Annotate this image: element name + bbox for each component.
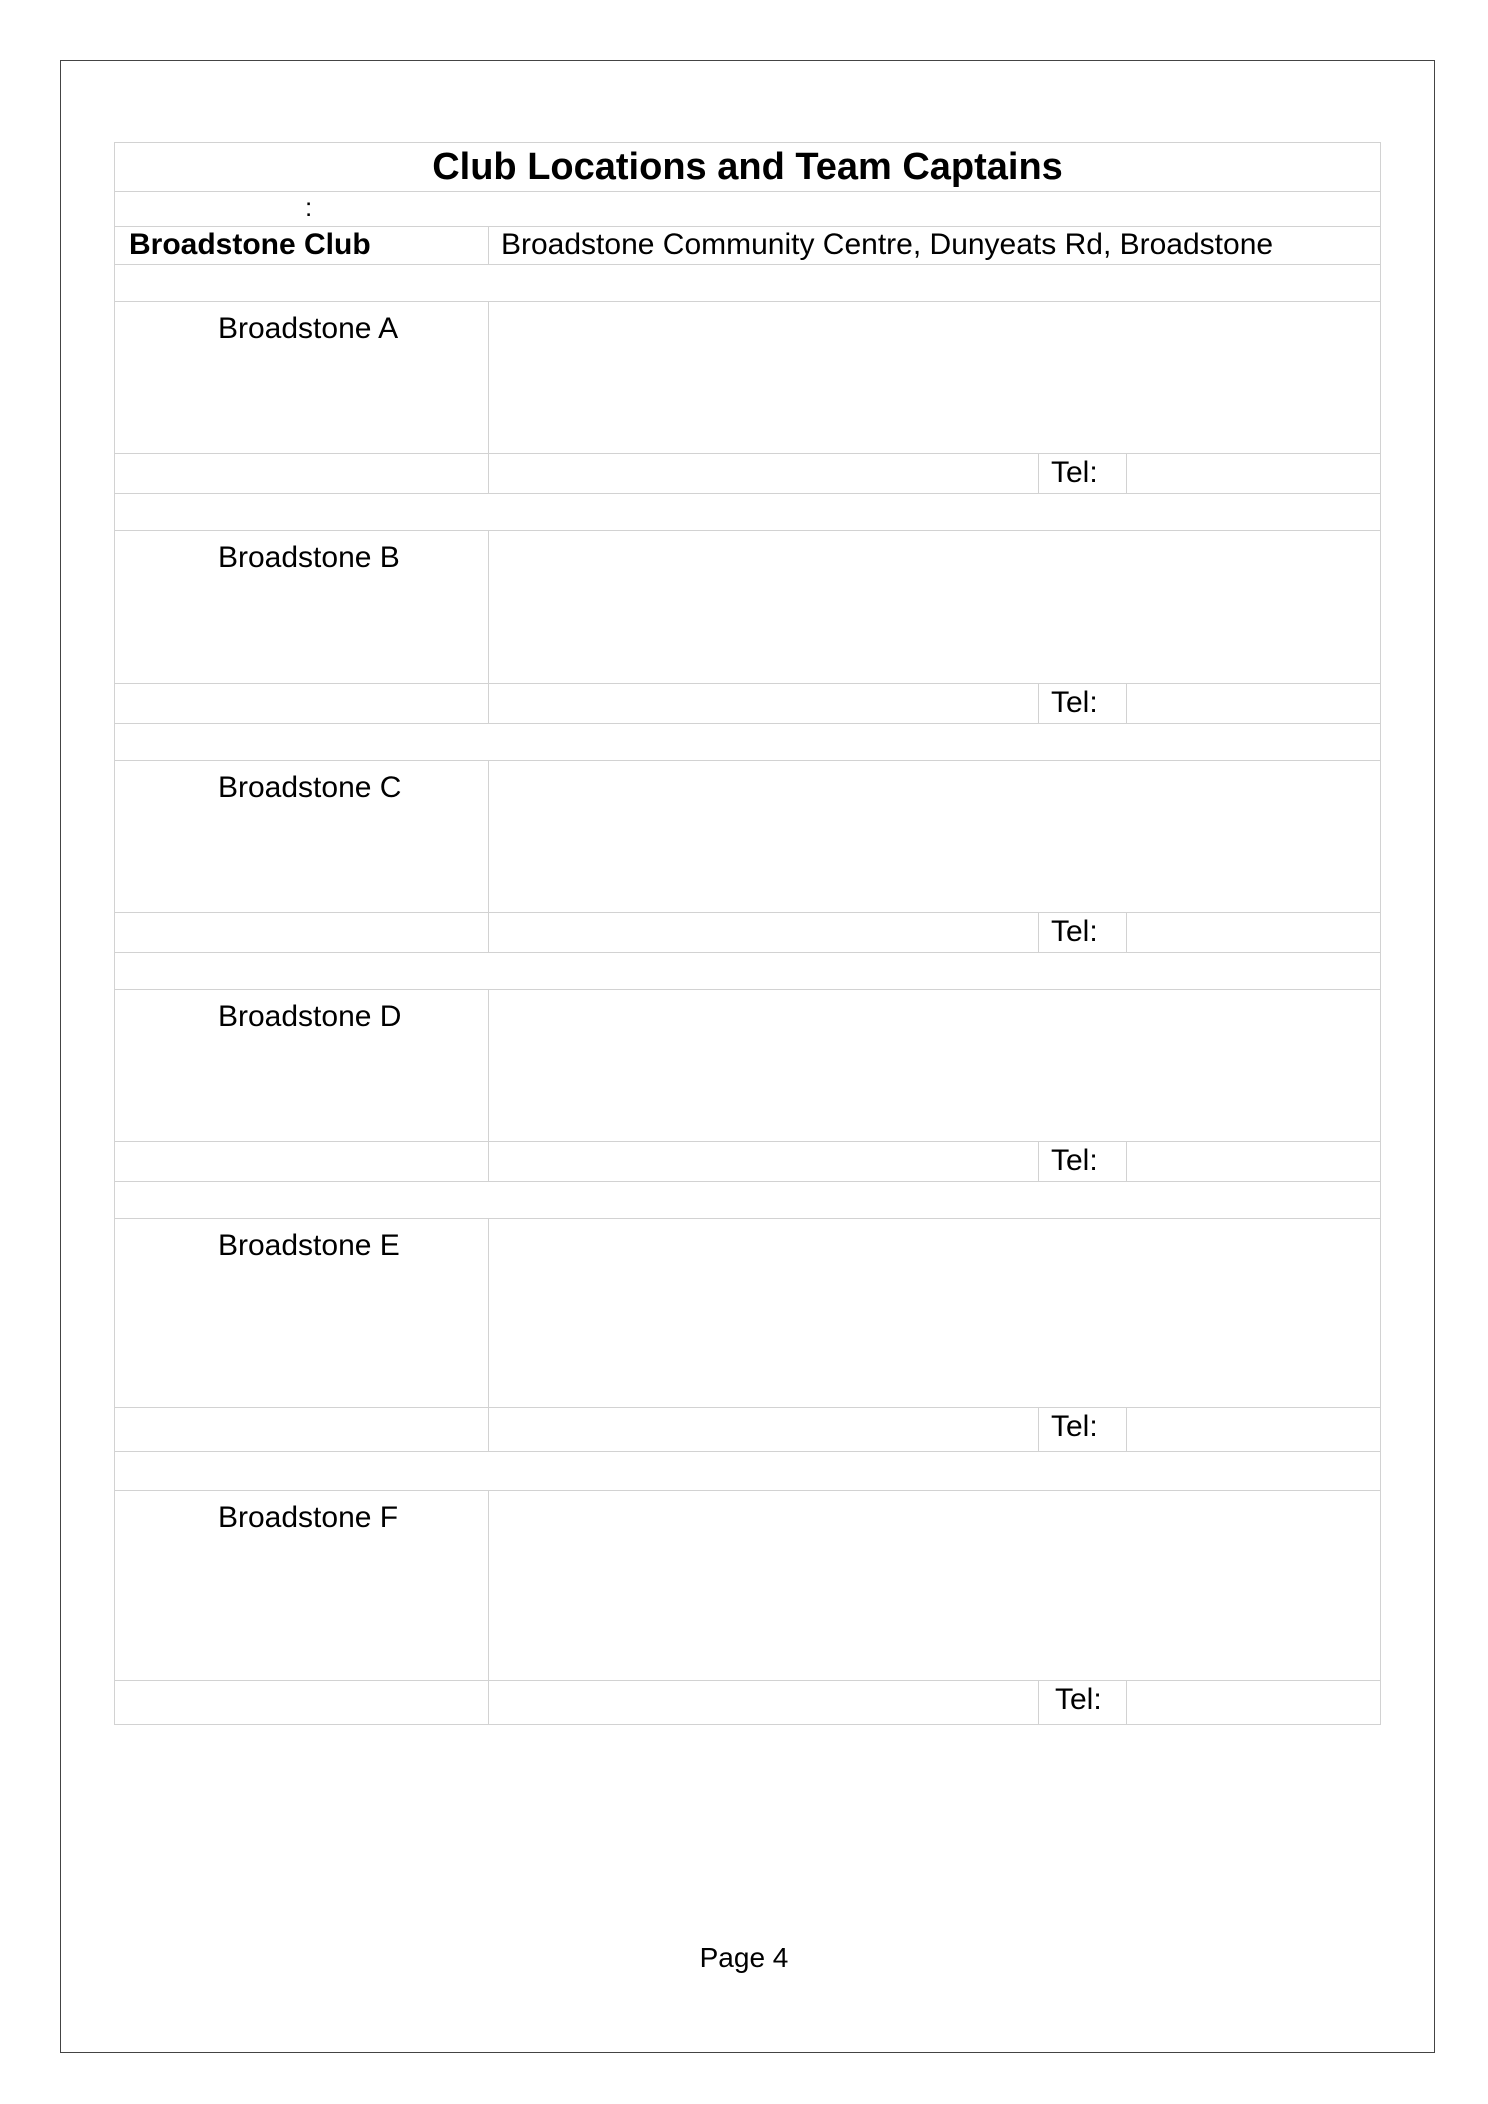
spacer-cell <box>115 1182 1381 1219</box>
tel-value <box>1127 1408 1381 1452</box>
page-number: Page 4 <box>699 1942 789 1973</box>
spacer-cell <box>115 1452 1381 1491</box>
spacer-cell <box>115 494 1381 531</box>
tel-blank-cell <box>489 1681 1039 1725</box>
tel-blank-cell <box>115 913 489 953</box>
tel-row <box>115 454 1381 494</box>
tel-blank-cell <box>489 454 1039 494</box>
team-captain-details <box>489 302 1381 454</box>
team-row <box>115 1491 1381 1681</box>
tel-blank-cell <box>489 1408 1039 1452</box>
team-name: Broadstone F <box>115 1491 489 1681</box>
tel-label: Tel: <box>1039 913 1127 953</box>
spacer-row <box>115 724 1381 761</box>
tel-value <box>1127 1681 1381 1725</box>
tel-value <box>1127 1142 1381 1182</box>
spacer-cell <box>115 265 1381 302</box>
team-captain-details <box>489 531 1381 684</box>
spacer-row <box>115 265 1381 302</box>
tel-blank-cell <box>115 1142 489 1182</box>
team-row <box>115 761 1381 913</box>
spacer-row <box>115 953 1381 990</box>
tel-blank-cell <box>489 684 1039 724</box>
team-captain-details <box>489 761 1381 913</box>
club-locations-table <box>114 142 1381 1725</box>
team-captain-details <box>489 990 1381 1142</box>
tel-blank-cell <box>115 684 489 724</box>
tel-value <box>1127 913 1381 953</box>
tel-label: Tel: <box>1039 1142 1127 1182</box>
spacer-row <box>115 1182 1381 1219</box>
team-row <box>115 302 1381 454</box>
tel-row <box>115 1408 1381 1452</box>
page-title: Club Locations and Team Captains <box>115 143 1381 192</box>
tel-row <box>115 684 1381 724</box>
team-captain-details <box>489 1219 1381 1408</box>
tel-label: Tel: <box>1039 1681 1127 1725</box>
tel-row <box>115 1142 1381 1182</box>
team-name: Broadstone B <box>115 531 489 684</box>
tel-label: Tel: <box>1039 1408 1127 1452</box>
tel-label: Tel: <box>1039 454 1127 494</box>
team-captain-details <box>489 1491 1381 1681</box>
team-row <box>115 990 1381 1142</box>
tel-blank-cell <box>115 1681 489 1725</box>
tel-value <box>1127 454 1381 494</box>
club-name: Broadstone Club <box>115 227 489 265</box>
team-row <box>115 531 1381 684</box>
title-row <box>115 143 1381 192</box>
team-name: Broadstone C <box>115 761 489 913</box>
tel-blank-cell <box>489 1142 1039 1182</box>
club-address: Broadstone Community Centre, Dunyeats Rd, Broadstone <box>489 227 1381 265</box>
tel-row <box>115 1681 1381 1725</box>
spacer-cell <box>115 724 1381 761</box>
tel-blank-cell <box>115 454 489 494</box>
colon-cell <box>115 192 1381 227</box>
tel-label: Tel: <box>1039 684 1127 724</box>
team-name: Broadstone D <box>115 990 489 1142</box>
spacer-cell <box>115 953 1381 990</box>
tel-row <box>115 913 1381 953</box>
colon-mark: : <box>305 192 313 222</box>
team-name: Broadstone A <box>115 302 489 454</box>
tel-blank-cell <box>489 913 1039 953</box>
spacer-row <box>115 1452 1381 1491</box>
colon-row <box>115 192 1381 227</box>
spacer-row <box>115 494 1381 531</box>
tel-value <box>1127 684 1381 724</box>
team-row <box>115 1219 1381 1408</box>
team-name: Broadstone E <box>115 1219 489 1408</box>
club-row <box>115 227 1381 265</box>
tel-blank-cell <box>115 1408 489 1452</box>
